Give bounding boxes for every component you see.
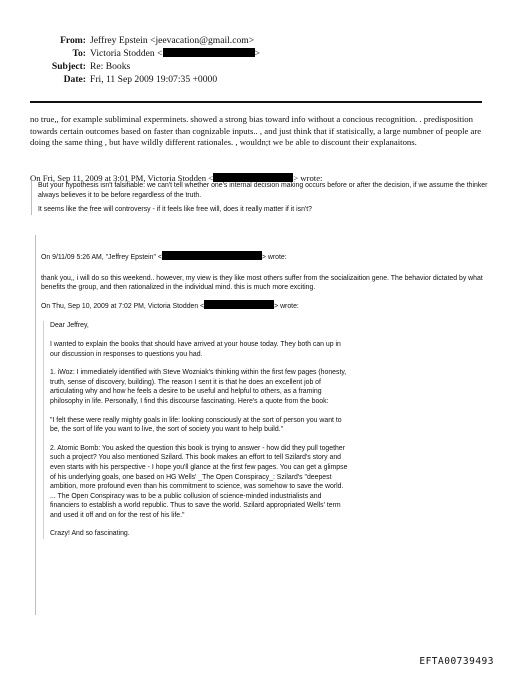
from-label: From: (60, 35, 86, 46)
quote2-body: thank you,, i will do so this weekend.. however, my view is they like most others suffer from the socializaition gene. The behavior dictated by what benefits the group, and then rationalized in the individual mind. this is much more exciting. (41, 274, 483, 292)
subject-row (0, 60, 512, 73)
subject-label: Subject: (51, 61, 86, 72)
reply-body: no true,, for example subliminal experminets. showed a strong bias toward info without a concious recognition. . predisposition towards certain outcomes based on faster than cognizable inputs.. , and just think that if statisically, a large numbner of people are doing the same thing , but have wildly different rationales. , wouldn;t we be able to discount their explanaitons. (30, 114, 482, 148)
to-label: To: (72, 48, 86, 59)
quote3-item1: 1. iWoz: I immediately identified with Steve Wozniak's thinking within the first few pages (honesty, truth, sense of discovery, building). The reason I sent it is that he does an excellent job of articulating why and how he feels a desire to be useful and helpful to others, as a framing philosophy in life. Personally, I find this discourse fascinating. Here's a quote from the book: (50, 369, 347, 405)
quote2-attribution-prefix: On 9/11/09 5:26 AM, "Jeffrey Epstein" < (41, 254, 162, 261)
date-row (0, 73, 512, 86)
to-value (90, 47, 260, 60)
quote3-quote: "I felt these were really mighty goals in life: looking consciously at the sort of person you want to be, the sort of life you want to live, the sort of society you want to help build." (50, 416, 342, 434)
from-row (0, 34, 512, 47)
quote3-intro: I wanted to explain the books that should have arrived at your house today. They both can up in our discussion in responses to questions you had. (50, 340, 341, 358)
quote3-greeting: Dear Jeffrey, (50, 322, 89, 330)
header-divider (30, 101, 482, 103)
quote1-attribution-prefix: On Fri, Sep 11, 2009 at 3:01 PM, Victoria Stodden < (30, 173, 214, 183)
quote1-paragraph: But your hypothesis isn't falsifiable: we can't tell whether one's internal decision making occurs before or after the decision, if we assume the thinker always believes it to be before regardless of the truth. (38, 182, 488, 199)
date-value: Fri, 11 Sep 2009 19:07:35 +0000 (90, 74, 218, 85)
quote2-attribution-suffix: > wrote: (261, 254, 287, 261)
quote2-block (35, 235, 488, 615)
quote1-block (31, 181, 490, 215)
from-value[interactable]: Jeffrey Epstein <jeevacation@gmail.com> (90, 35, 255, 46)
quote3-item2: 2. Atomic Bomb: You asked the question this book is trying to answer - how did they pull together such a project? You also mentioned Szilard. This book makes an effort to tell Szilard's story and even starts with his perspective - I hope you'll glance at the first few pages. You can get a glimpse of his underlying goals, one based on HG Wells' _The Open Conspiracy_: Szilard's "deepest ambition, more profound even than his commitment to science, was somehow to save the world. ... The Open Conspiracy was to be a public collusion of science-minded industrialists and financiers to establish a world republic. Thus to save the world. Szilard appropriated Wells' term and used it off and on for the rest of his life." (50, 444, 348, 519)
quote1-paragraph: It seems like the free will controversy - if it feels like free will, does it really matter if it isn't? (38, 206, 312, 214)
quote2-attribution (41, 251, 488, 263)
to-row (0, 47, 512, 60)
quote3-block (43, 321, 350, 539)
quote3-closing: Crazy! And so fascinating. (50, 530, 130, 538)
quote3-attribution (41, 300, 488, 312)
to-suffix: > (254, 48, 260, 59)
quote3-attribution-suffix: > wrote: (274, 302, 299, 310)
redaction-box (163, 48, 255, 57)
bates-number: EFTA00739493 (419, 656, 494, 667)
to-name: Victoria Stodden < (90, 48, 163, 59)
subject-value: Re: Books (90, 61, 131, 72)
email-header (0, 34, 512, 86)
redaction-box (162, 251, 262, 260)
quote3-attribution-prefix: On Thu, Sep 10, 2009 at 7:02 PM, Victoria Stodden < (41, 302, 205, 310)
redaction-box (204, 300, 274, 309)
quote1-attribution-suffix: > wrote: (293, 173, 323, 183)
date-label: Date: (63, 74, 86, 85)
